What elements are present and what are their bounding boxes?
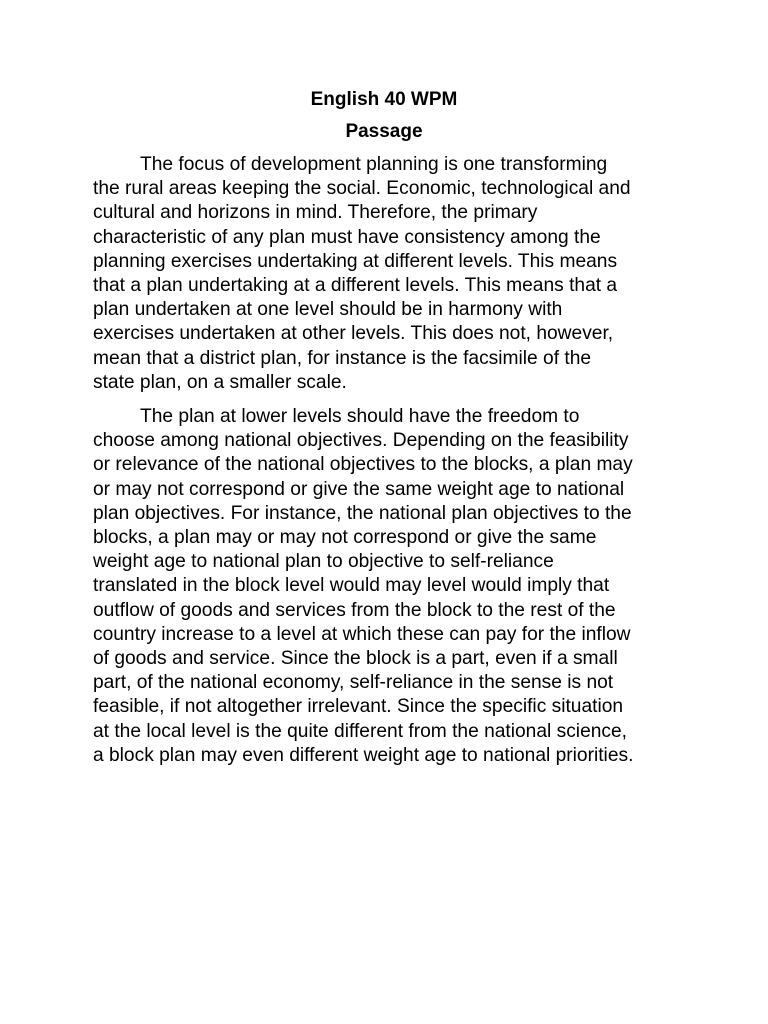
- paragraph-line: the rural areas keeping the social. Economic, technological and: [93, 178, 631, 200]
- paragraph-line: blocks, a plan may or may not correspond or give the same: [93, 527, 597, 549]
- paragraph-line: part, of the national economy, self-reliance in the sense is not: [93, 672, 614, 694]
- document-title: English 40 WPM: [310, 89, 458, 110]
- paragraph-line: cultural and horizons in mind. Therefore, the primary: [93, 202, 538, 224]
- paragraph-line: characteristic of any plan must have consistency among the: [93, 226, 601, 248]
- paragraph-line: translated in the block level would may level would imply that: [93, 575, 610, 597]
- paragraph-line: exercises undertaken at other levels. This does not, however,: [93, 323, 614, 345]
- paragraph-line: choose among national objectives. Depending on the feasibility: [93, 430, 629, 452]
- paragraph-line: planning exercises undertaking at different levels. This means: [93, 250, 618, 272]
- paragraph-line: plan objectives. For instance, the national plan objectives to the: [93, 502, 632, 524]
- paragraph-line: plan undertaken at one level should be in harmony with: [93, 299, 563, 321]
- paragraph-line: at the local level is the quite different from the national science,: [93, 720, 628, 742]
- paragraph-line: The focus of development planning is one transforming: [140, 154, 608, 175]
- paragraph-line: country increase to a level at which these can pay for the inflow: [93, 623, 631, 645]
- paragraph-line: or relevance of the national objectives to the blocks, a plan may: [93, 454, 633, 476]
- paragraph-line: of goods and service. Since the block is a part, even if a small: [93, 648, 618, 670]
- paragraph-line: mean that a district plan, for instance is the facsimile of the: [93, 347, 592, 369]
- document-subtitle: Passage: [345, 121, 423, 142]
- passage-body: [93, 153, 675, 774]
- paragraph-line: feasible, if not altogether irrelevant. Since the specific situation: [93, 696, 624, 718]
- paragraph-line: outflow of goods and services from the block to the rest of the: [93, 599, 616, 621]
- paragraph-line: weight age to national plan to objective to self-reliance: [93, 551, 554, 573]
- paragraph-line: a block plan may even different weight age to national priorities.: [93, 744, 634, 766]
- paragraph-2: [93, 405, 675, 768]
- paragraph-line: or may not correspond or give the same weight age to national: [93, 478, 625, 500]
- paragraph-line: state plan, on a smaller scale.: [93, 371, 347, 393]
- paragraph-1: [93, 153, 675, 395]
- paragraph-line: The plan at lower levels should have the freedom to: [140, 406, 580, 428]
- paragraph-line: that a plan undertaking at a different levels. This means that a: [93, 275, 618, 297]
